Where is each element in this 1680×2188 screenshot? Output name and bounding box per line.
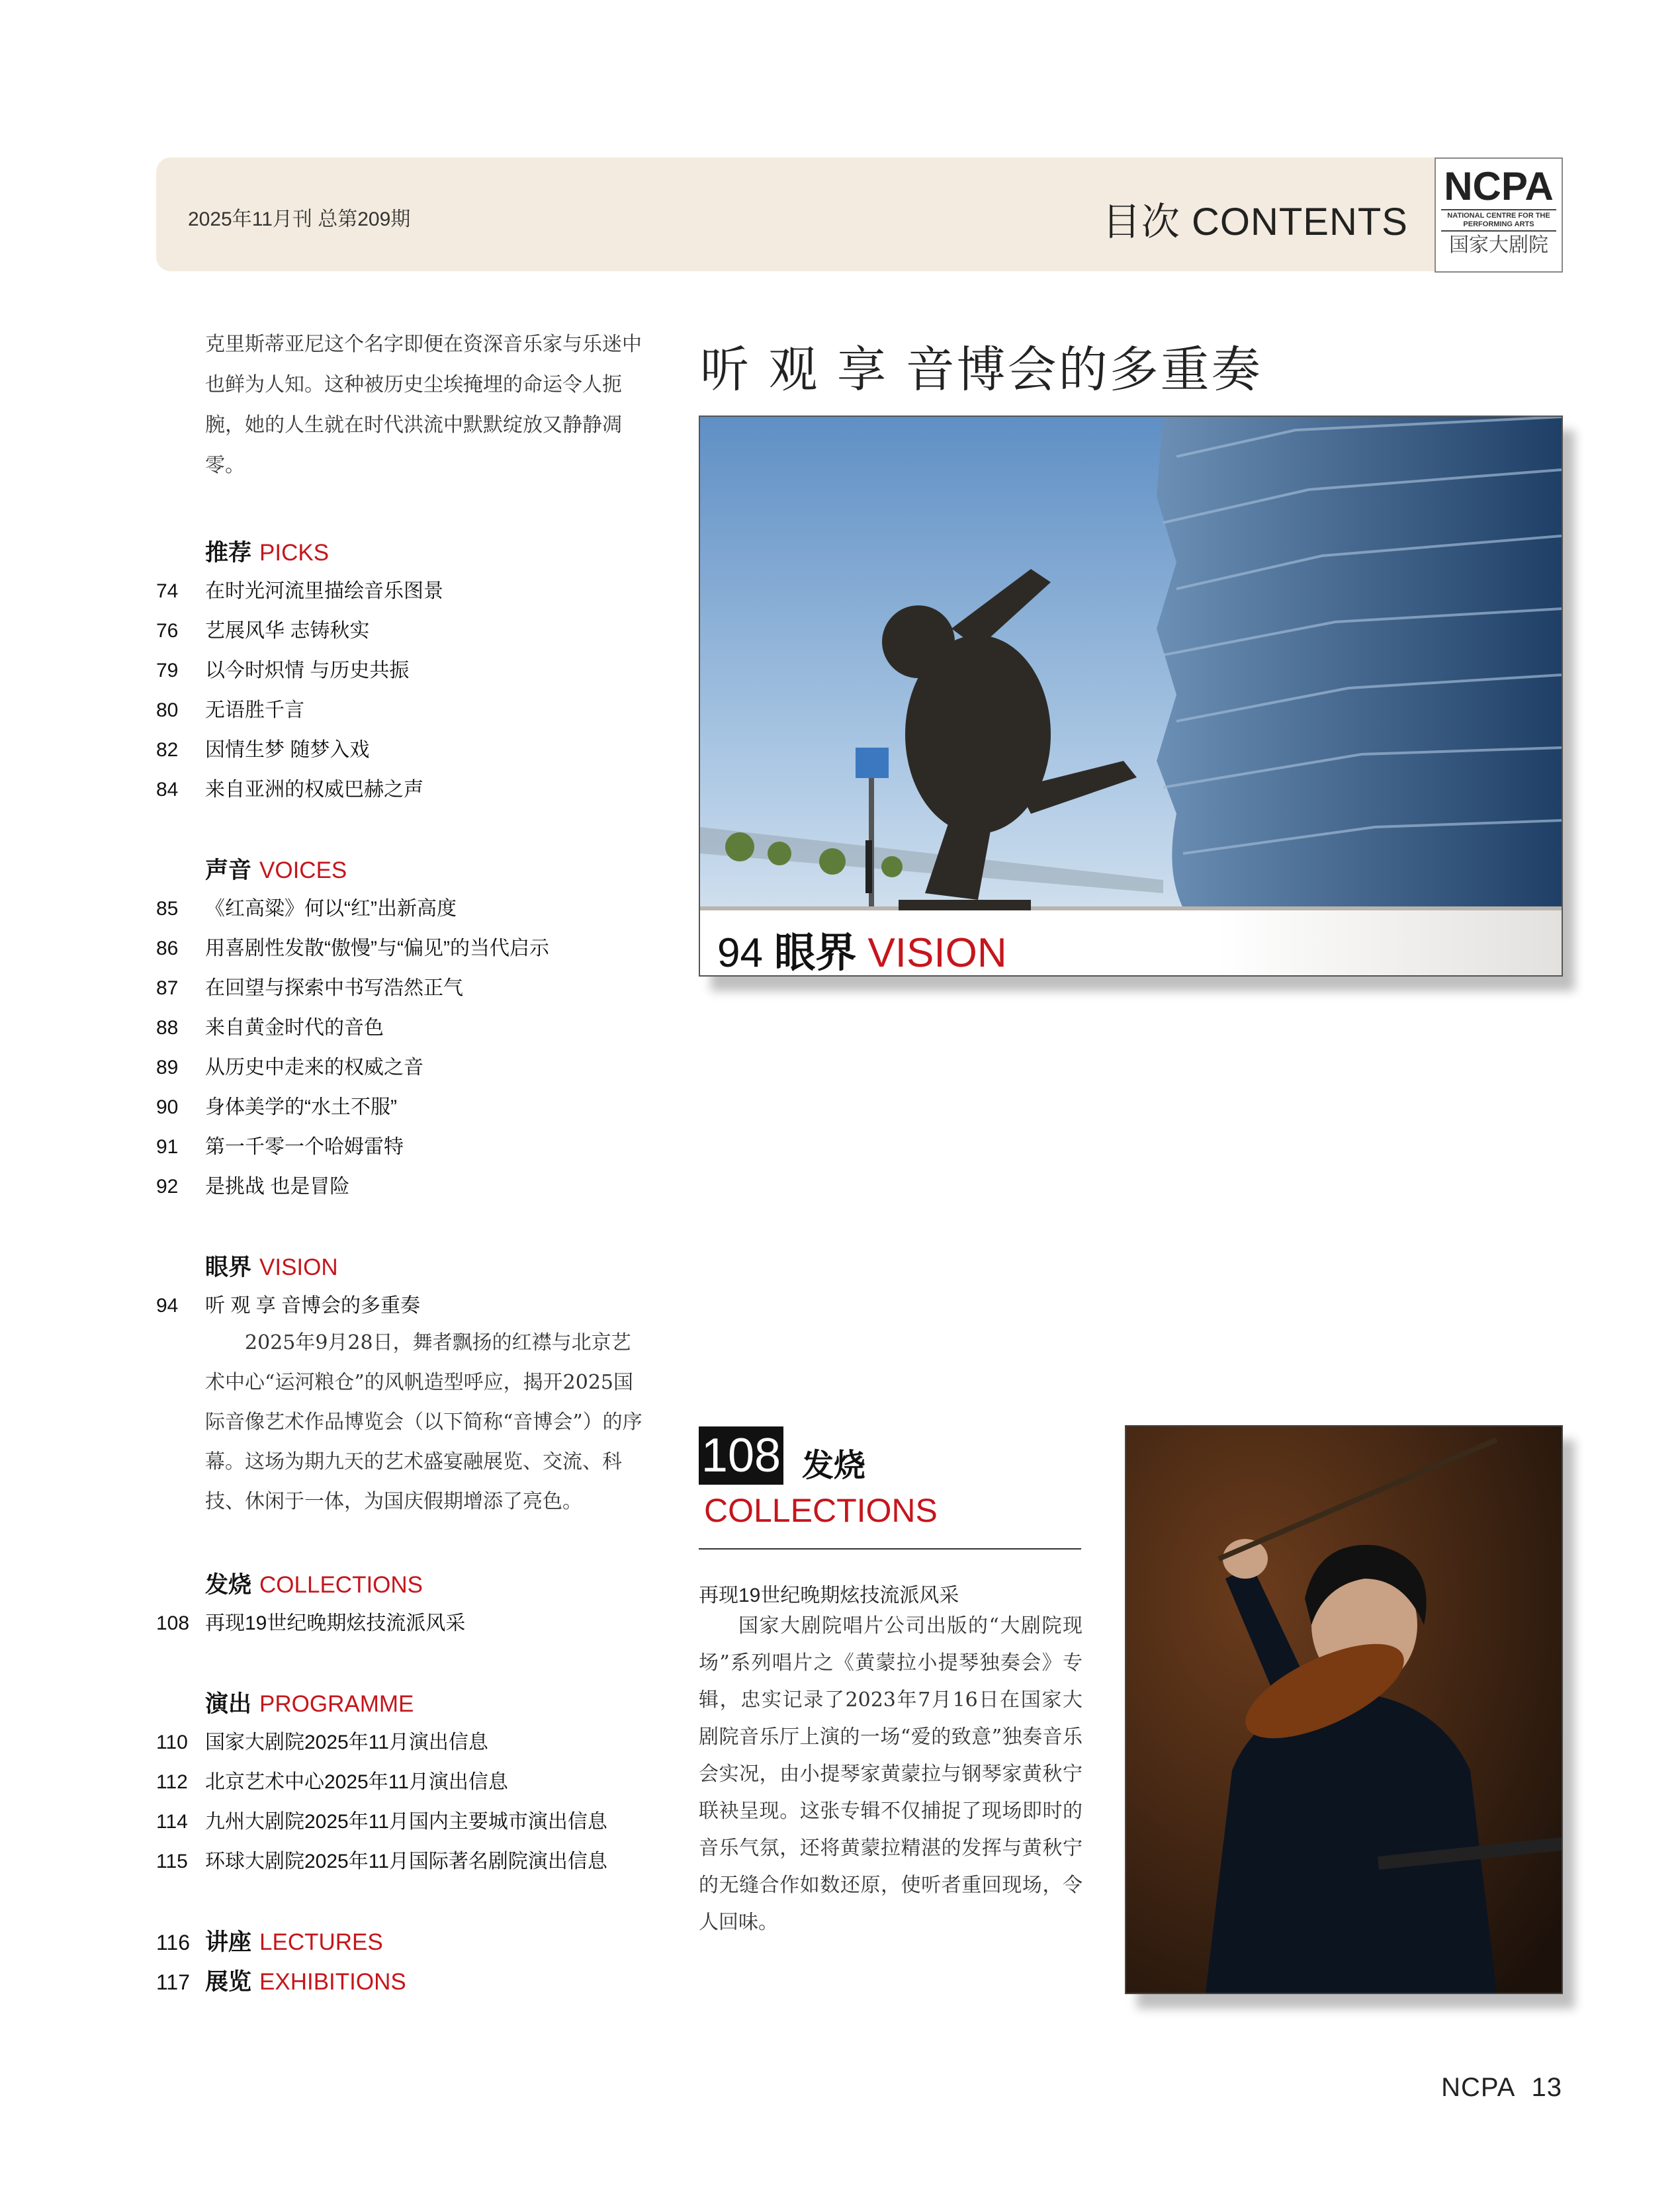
page-number: 13 [1531,2073,1562,2102]
toc-title: 身体美学的“水土不服” [205,1096,397,1118]
toc-page-num: 114 [156,1811,188,1833]
logo-main: NCPA [1444,164,1554,208]
section-en: LECTURES [259,1929,383,1955]
toc-item[interactable] [156,1051,423,1080]
toc-title: 环球大剧院2025年11月国际著名剧院演出信息 [205,1851,607,1872]
toc-title: 北京艺术中心2025年11月演出信息 [205,1771,508,1793]
toc-item[interactable] [156,1765,508,1794]
section-cn: 眼界 [205,1254,252,1280]
toc-page-num: 116 [156,1931,191,1954]
section-head-picks [205,535,329,568]
toc-title: 第一千零一个哈姆雷特 [205,1136,404,1158]
toc-page-num: 94 [156,1295,179,1317]
intro-text: 克里斯蒂亚尼这个名字即便在资深音乐家与乐迷中也鲜为人知。这种被历史尘埃掩埋的命运令人扼腕，她的人生就在时代洪流中默默绽放又静静凋零。 [205,333,642,477]
toc-item[interactable] [156,654,409,683]
header-bar [156,157,1560,271]
collections-subtitle: 再现19世纪晚期炫技流派风采 [699,1585,959,1606]
toc-page-num: 76 [156,620,179,642]
toc-item[interactable] [156,1726,488,1755]
vision-feature-title: 听 观 享 音博会的多重奏 [700,341,1262,398]
section-head-collections [205,1567,423,1600]
issue-info: 2025年11月刊 总第209期 [188,208,411,230]
collections-divider [699,1548,1081,1550]
toc-item[interactable] [156,932,549,961]
toc-item[interactable] [156,892,457,921]
toc-page-num: 108 [156,1612,190,1634]
collections-cn-title: 发烧 [802,1448,866,1483]
toc-page-num: 91 [156,1136,179,1158]
section-cn: 讲座 [205,1929,252,1955]
toc-item[interactable] [156,1011,384,1040]
toc-item[interactable] [156,773,423,802]
toc-title: 无语胜千言 [205,699,304,721]
sculpture-photo-illustration [700,417,1562,975]
vision-photo[interactable] [699,416,1563,977]
toc-title: 来自黄金时代的音色 [205,1017,384,1039]
toc-page-num: 88 [156,1017,179,1039]
toc-page-num: 112 [156,1771,188,1793]
section-cn: 声音 [205,857,252,883]
section-head-voices [205,852,347,885]
vision-photo-label [700,910,1562,975]
toc-page-num: 82 [156,739,179,761]
toc-title: 九州大剧院2025年11月国内主要城市演出信息 [205,1811,607,1833]
vision-label-cn: 眼界 [774,930,857,976]
violinist-photo[interactable] [1125,1425,1563,1994]
toc-page-num: 80 [156,699,179,721]
toc-item[interactable] [156,574,443,603]
toc-item[interactable] [156,1845,607,1874]
ncpa-logo [1435,157,1563,273]
section-en: EXHIBITIONS [259,1969,406,1995]
toc-page-num: 89 [156,1057,179,1078]
section-cn: 推荐 [205,540,252,566]
toc-title: 艺展风华 志铸秋实 [205,620,370,642]
toc-item[interactable] [156,733,369,762]
toc-title: 再现19世纪晚期炫技流派风采 [205,1612,466,1634]
logo-cn: 国家大剧院 [1449,234,1548,256]
section-cn: 发烧 [205,1572,252,1598]
toc-page-num: 79 [156,660,179,681]
toc-page-num: 84 [156,779,179,801]
section-en: PROGRAMME [259,1691,414,1717]
toc-item[interactable] [156,1090,397,1119]
toc-page-num: 85 [156,898,179,920]
collections-number-box: 108 [699,1426,783,1485]
toc-item[interactable] [156,693,304,722]
toc-item[interactable] [156,1606,465,1636]
toc-title: 听 观 享 音博会的多重奏 [205,1295,421,1317]
toc-title: 国家大剧院2025年11月演出信息 [205,1731,488,1753]
toc-title: 在时光河流里描绘音乐图景 [205,580,443,602]
logo-sub: NATIONAL CENTRE FOR THE PERFORMING ARTS [1441,209,1556,232]
toc-title: 在回望与探索中书写浩然正气 [205,977,463,999]
vision-label-en: VISION [867,930,1007,976]
section-cn: 演出 [205,1691,252,1717]
collections-en-title: COLLECTIONS [704,1492,938,1529]
section-en: PICKS [259,540,330,566]
folio-brand: NCPA [1441,2073,1516,2102]
vision-label-num: 94 [717,930,763,976]
section-cn: 展览 [205,1969,252,1995]
vision-summary: 2025年9月28日，舞者飘扬的红襟与北京艺术中心“运河粮仓”的风帆造型呼应，揭开2025国际音像艺术作品博览会（以下简称“音博会”）的序幕。这场为期九天的艺术盛宴融展览、交流、科技、休闲于一体，为国庆假期增添了亮色。 [205,1331,642,1513]
toc-item[interactable] [156,614,369,643]
section-head-programme [205,1686,414,1719]
toc-title: 因情生梦 随梦入戏 [205,739,370,761]
toc-item-exhibitions[interactable] [156,1964,406,1997]
violinist-photo-illustration [1126,1426,1562,1993]
toc-page-num: 110 [156,1731,188,1753]
toc-title: 是挑战 也是冒险 [205,1176,350,1198]
toc-item-lectures[interactable] [156,1924,383,1957]
toc-page-num: 86 [156,938,179,959]
section-en: VOICES [259,857,347,883]
toc-page-num: 92 [156,1176,179,1198]
toc-item[interactable] [156,1289,420,1318]
page-folio [1441,2073,1562,2103]
toc-item[interactable] [156,1130,404,1159]
toc-page-num: 87 [156,977,179,999]
toc-title: 从历史中走来的权威之音 [205,1057,423,1078]
section-en: COLLECTIONS [259,1572,423,1598]
toc-title: 用喜剧性发散“傲慢”与“偏见”的当代启示 [205,938,549,959]
section-en: VISION [259,1254,338,1280]
toc-item[interactable] [156,971,463,1000]
collections-summary: 国家大剧院唱片公司出版的“大剧院现场”系列唱片之《黄蒙拉小提琴独奏会》专辑，忠实记录了2023年7月16日在国家大剧院音乐厅上演的一场“爱的致意”独奏音乐会实况，由小提琴家黄蒙拉与钢琴家黄秋宁联袂呈现。这张专辑不仅捕捉了现场即时的音乐气氛，还将黄蒙拉精湛的发挥与黄秋宁的无缝合作如数还原，使听者重回现场，令人回味。 [699,1614,1083,1934]
toc-title: 《红高粱》何以“红”出新高度 [205,898,457,920]
toc-title: 来自亚洲的权威巴赫之声 [205,779,423,801]
toc-page-num: 90 [156,1096,179,1118]
toc-page-num: 74 [156,580,179,602]
toc-item[interactable] [156,1805,607,1834]
toc-item[interactable] [156,1170,349,1199]
toc-page-num: 117 [156,1970,191,1994]
contents-title: 目次 CONTENTS [1102,200,1408,243]
toc-page-num: 115 [156,1851,188,1872]
section-head-vision [205,1249,338,1282]
toc-title: 以今时炽情 与历史共振 [205,660,410,681]
